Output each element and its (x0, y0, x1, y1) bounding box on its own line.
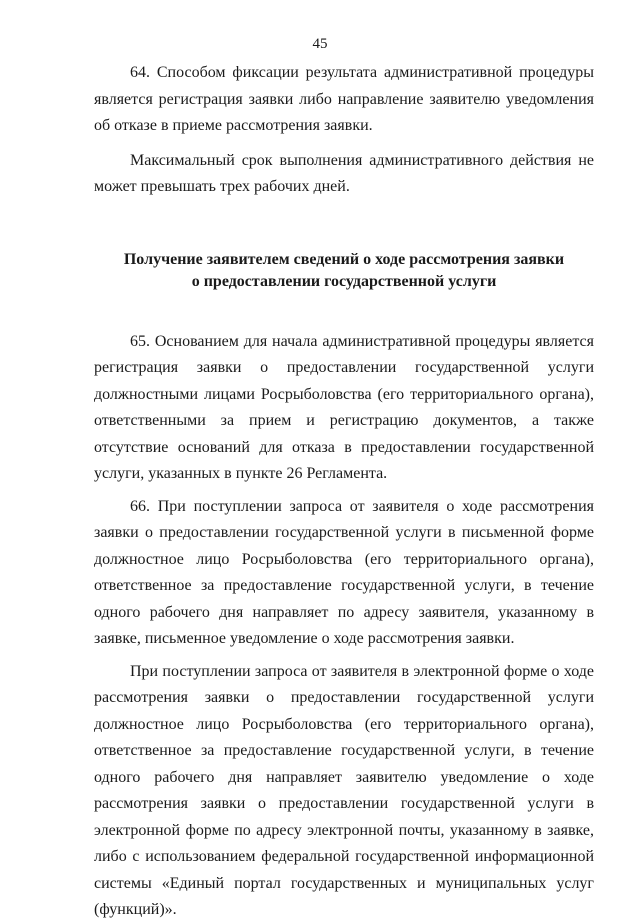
section-heading (94, 249, 594, 293)
paragraph-max-term: Максимальный срок выполнения административного действия не может превышать трех рабочих дней. (94, 151, 594, 195)
paragraph-electronic-request: При поступлении запроса от заявителя в электронной форме о ходе рассмотрения заявки о предоставлении государственной услуги должностное лицо Росрыболовства (его территориального органа), ответственное за предоставление государственной услуги, в течение одного рабочего дня направляет заявителю уведомление о ходе рассмотрения заявки о предоставлении государственной услуги в электронной форме по адресу электронной почты, указанному в заявке, либо с использованием федеральной государственной информационной системы «Единый портал государственных и муниципальных услуг (функций)». (94, 662, 594, 918)
paragraph-65: 65. Основанием для начала административной процедуры является регистрация заявки о предоставлении государственной услуги должностными лицами Росрыболовства (его территориального органа), ответственными за прием и регистрацию документов, а также отсутствие оснований для отказа в предоставлении государственной услуги, указанных в пункте 26 Регламента. (94, 332, 594, 482)
paragraph-66: 66. При поступлении запроса от заявителя о ходе рассмотрения заявки о предоставлении государственной услуги в письменной форме должностное лицо Росрыболовства (его территориального органа), ответственное за предоставление государственной услуги, в течение одного рабочего дня направляет по адресу заявителя, указанному в заявке, письменное уведомление о ходе рассмотрения заявки. (94, 497, 594, 647)
paragraph-64: 64. Способом фиксации результата административной процедуры является регистрация заявки либо направление заявителю уведомления об отказе в приеме рассмотрения заявки. (94, 64, 594, 134)
section-heading-line-1: Получение заявителем сведений о ходе рассмотрения заявки (123, 250, 565, 268)
section-heading-line-2: о предоставлении государственной услуги (191, 272, 497, 290)
page-content (94, 60, 594, 924)
page-number: 45 (312, 36, 328, 52)
